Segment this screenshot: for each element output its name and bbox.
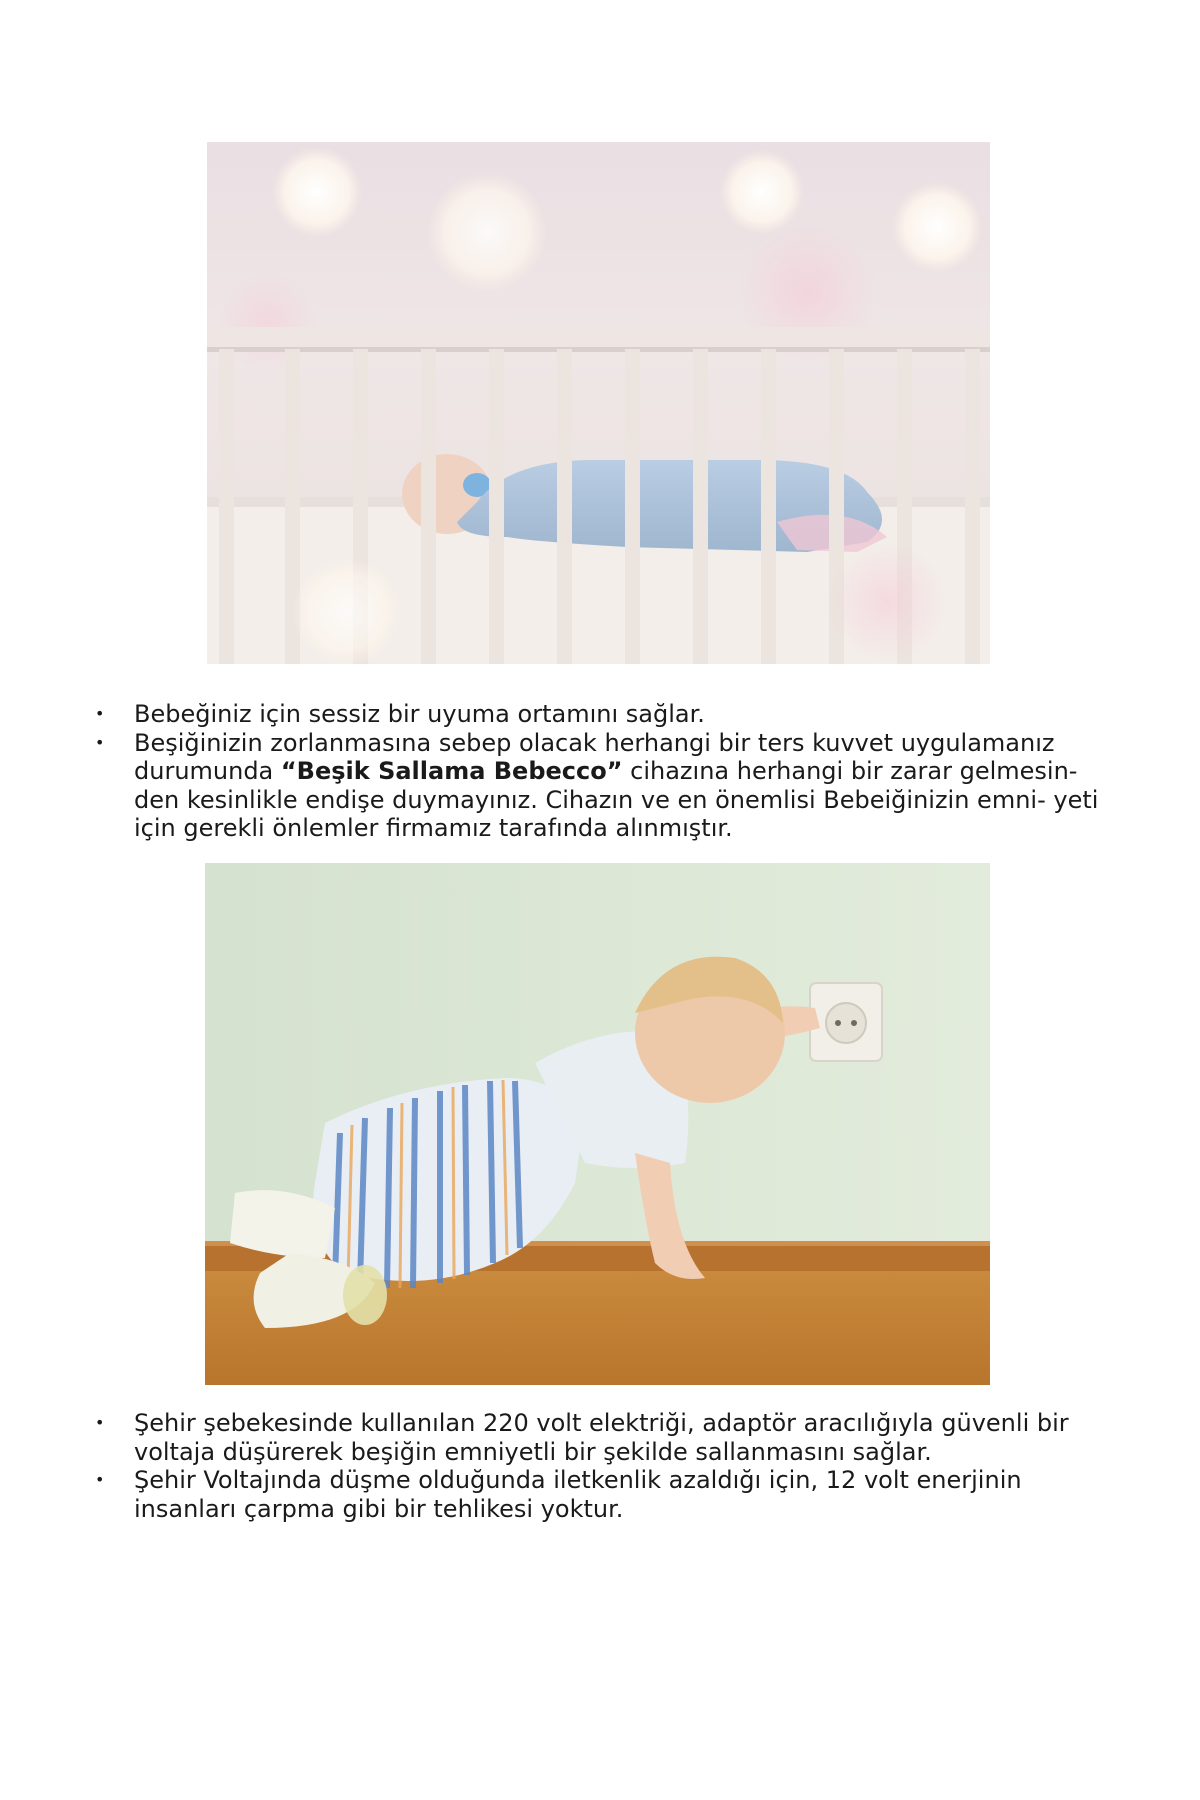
list-item [90, 700, 1120, 729]
list-item-text: Şehir Voltajında düşme olduğunda iletkenlik azaldığı için, 12 volt enerjinin insanları çarpma gibi bir tehlikesi yoktur. [134, 1466, 1022, 1523]
list-item [90, 729, 1120, 843]
feature-list-2 [90, 1409, 1120, 1523]
list-item-text-post: cihazına herhangi bir zarar gelmesin- den kesinlikle endişe duymayınız. Cihazın ve en önemlisi Bebeiğinizin emni- yeti için gerekli önlemler firmamız tarafında alınmıştır. [134, 757, 1099, 842]
list-item [90, 1466, 1120, 1523]
feature-list-1 [90, 700, 1120, 843]
bullet-icon: • [95, 1470, 105, 1489]
bullet-icon: • [95, 704, 105, 723]
outlet-illustration [205, 863, 990, 1385]
list-item-text: Bebeğiniz için sessiz bir uyuma ortamını sağlar. [134, 700, 705, 728]
product-name: “Beşik Sallama Bebecco” [280, 757, 623, 785]
bullet-icon: • [95, 732, 105, 752]
crib-photo [207, 142, 990, 664]
outlet-photo [205, 863, 990, 1385]
list-item-text-pre: Beşiğinizin zorlanmasına sebep olacak herhangi bir ters kuvvet uygulamanız durumunda [134, 728, 1055, 785]
list-item-text: Şehir şebekesinde kullanılan 220 volt elektriği, adaptör aracılığıyla güvenli bir voltaja düşürerek beşiğin emniyetli bir şekilde sallanmasını sağlar. [134, 1409, 1069, 1466]
list-item [90, 1409, 1120, 1466]
bullet-icon: • [95, 1413, 105, 1432]
crib-illustration [207, 142, 990, 664]
